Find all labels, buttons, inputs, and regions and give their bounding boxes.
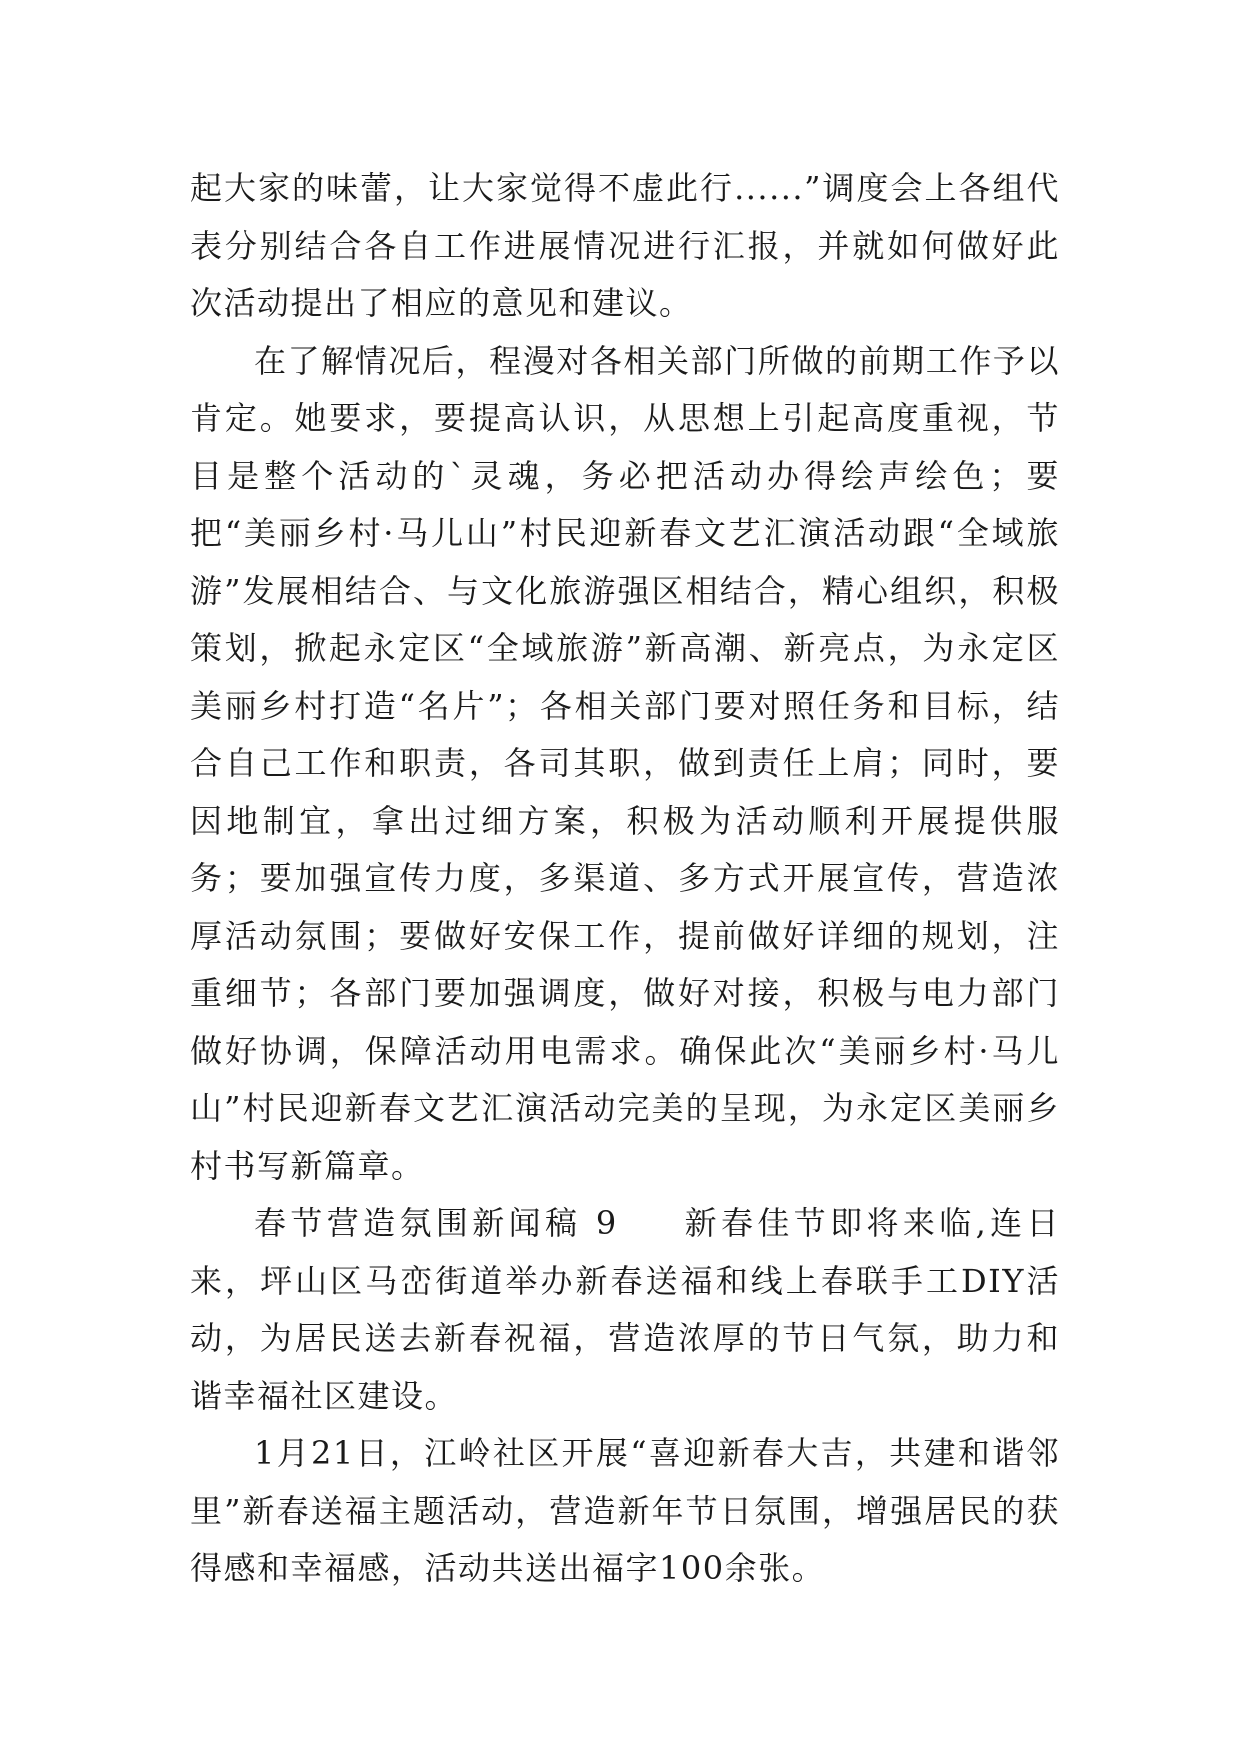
paragraph-3 <box>190 1195 1060 1425</box>
section-heading: 春节营造氛围新闻稿 9 <box>254 1204 618 1242</box>
paragraph-2-text: 在了解情况后，程漫对各相关部门所做的前期工作予以肯定。她要求，要提高认识，从思想上引起高度重视，节目是整个活动的`灵魂，务必把活动办得绘声绘色；要把“美丽乡村·马儿山”村民迎新春文艺汇演活动跟“全域旅游”发展相结合、与文化旅游强区相结合，精心组织，积极策划，掀起永定区“全域旅游”新高潮、新亮点，为永定区美丽乡村打造“名片”；各相关部门要对照任务和目标，结合自己工作和职责，各司其职，做到责任上肩；同时，要因地制宜，拿出过细方案，积极为活动顺利开展提供服务；要加强宣传力度，多渠道、多方式开展宣传，营造浓厚活动氛围；要做好安保工作，提前做好详细的规划，注重细节；各部门要加强调度，做好对接，积极与电力部门做好协调，保障活动用电需求。确保此次“美丽乡村·马儿山”村民迎新春文艺汇演活动完美的呈现，为永定区美丽乡村书写新篇章。 <box>190 341 1060 1185</box>
document-body <box>190 160 1060 1598</box>
paragraph-3-text: 新春佳节即将来临,连日来，坪山区马峦街道举办新春送福和线上春联手工DIY活动，为居民送去新春祝福，营造浓厚的节日气氛，助力和谐幸福社区建设。 <box>190 1204 1060 1415</box>
paragraph-2 <box>190 333 1060 1196</box>
paragraph-1-text: 起大家的味蕾，让大家觉得不虚此行......”调度会上各组代表分别结合各自工作进展情况进行汇报，并就如何做好此次活动提出了相应的意见和建议。 <box>190 169 1060 322</box>
paragraph-1 <box>190 160 1060 333</box>
paragraph-4-text: 1月21日，江岭社区开展“喜迎新春大吉，共建和谐邻里”新春送福主题活动，营造新年节日氛围，增强居民的获得感和幸福感，活动共送出福字100余张。 <box>190 1434 1060 1587</box>
paragraph-4 <box>190 1425 1060 1598</box>
